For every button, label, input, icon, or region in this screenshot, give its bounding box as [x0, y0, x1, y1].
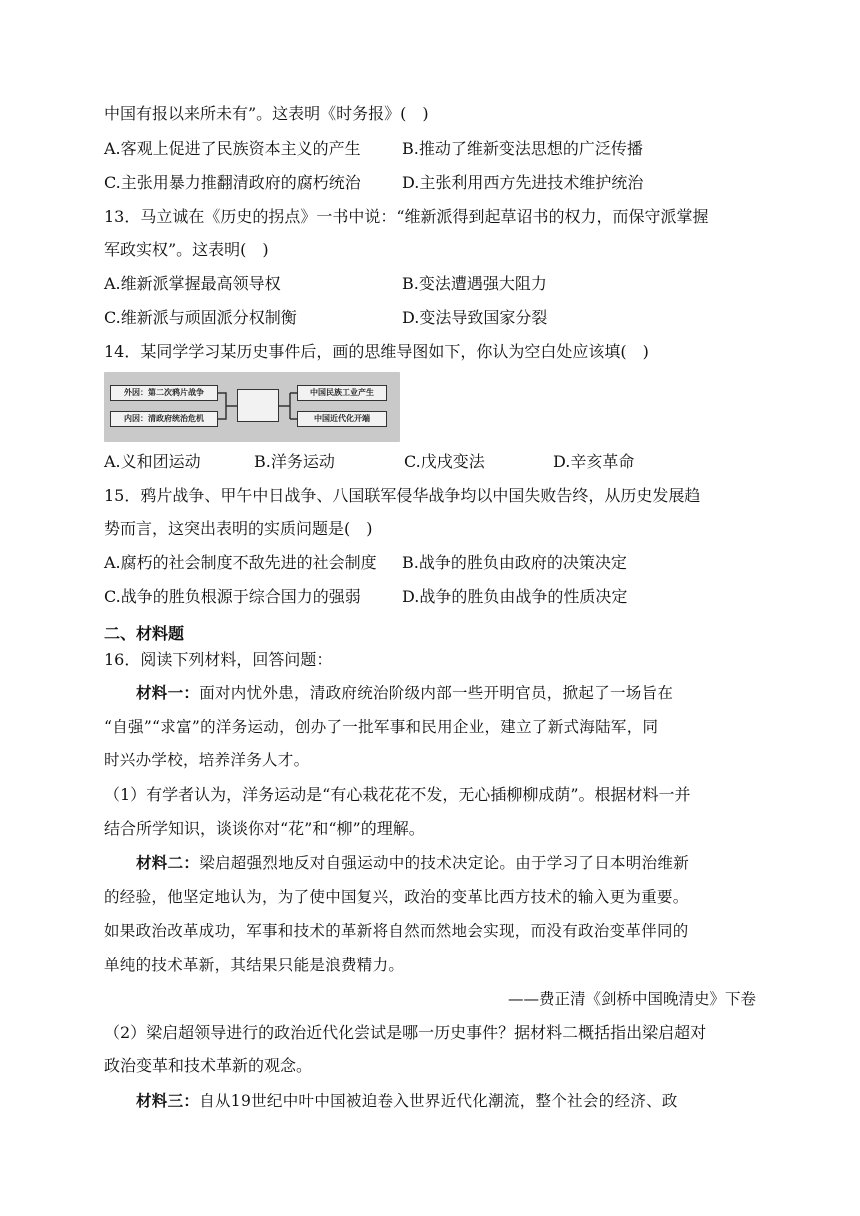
material-3-label: 材料三：: [136, 1091, 200, 1110]
mind-map-box-external-cause: 外因：第二次鸦片战争: [110, 385, 218, 401]
material-2-line-1: [136, 853, 689, 873]
material-1-line-1: [136, 683, 673, 703]
q15-option-d: D.战争的胜负由战争的性质决定: [402, 587, 628, 606]
q15-option-a: A.腐朽的社会制度不敌先进的社会制度: [104, 553, 377, 572]
material-2-line-4: 单纯的技术革新，其结果只能是浪费精力。: [104, 956, 405, 974]
q12-option-c: C.主张用暴力推翻清政府的腐朽统治: [104, 173, 361, 192]
q13-option-b: B.变法遭遇强大阻力: [402, 274, 547, 293]
mind-map-figure: [104, 372, 400, 442]
q15-stem-line-2: 势而言，这突出表明的实质问题是( ): [104, 519, 373, 538]
q12-option-b: B.推动了维新变法思想的广泛传播: [402, 139, 643, 158]
q15-option-b: B.战争的胜负由政府的决策决定: [402, 553, 627, 572]
q14-option-d: D.辛亥革命: [553, 452, 635, 471]
sub-question-2-line-1: （2）梁启超领导进行的政治近代化尝试是哪一历史事件？据材料二概括指出梁启超对: [104, 1023, 707, 1042]
sub-question-2-line-2: 政治变革和技术革新的观念。: [104, 1056, 313, 1075]
q13-option-d: D.变法导致国家分裂: [402, 308, 548, 327]
material-3-line-1: [136, 1091, 678, 1111]
material-1-text-1: 面对内忧外患，清政府统治阶级内部一些开明官员，掀起了一场旨在: [199, 684, 674, 702]
mind-map-blank-box: [237, 389, 279, 422]
section-heading: 二、材料题: [104, 624, 185, 643]
q14-stem: 14．某同学学习某历史事件后，画的思维导图如下，你认为空白处应该填( ): [104, 342, 649, 361]
q16-stem: 16．阅读下列材料，回答问题：: [104, 650, 333, 669]
q13-stem-line-2: 军政实权”。这表明( ): [104, 240, 269, 259]
material-2-text-1: 梁启超强烈地反对自强运动中的技术决定论。由于学习了日本明治维新: [199, 854, 690, 872]
material-3-text-1: 自从19世纪中叶中国被迫卷入世界近代化潮流，整个社会的经济、政: [199, 1092, 678, 1110]
material-2-source: ——费正清《剑桥中国晚清史》下卷: [507, 990, 756, 1008]
sub-question-1-line-1: （1）有学者认为，洋务运动是“有心栽花花不发，无心插柳柳成荫”。根据材料一并: [104, 785, 691, 804]
q15-option-c: C.战争的胜负根源于综合国力的强弱: [104, 587, 361, 606]
q12-option-d: D.主张利用西方先进技术维护统治: [402, 173, 644, 192]
q13-stem-line-1: 13．马立诚在《历史的拐点》一书中说：“维新派得到起草诏书的权力，而保守派掌握: [104, 207, 709, 226]
material-1-line-2: “自强”“求富”的洋务运动，创办了一批军事和民用企业，建立了新式海陆军，同: [104, 718, 659, 736]
q12-option-a: A.客观上促进了民族资本主义的产生: [104, 139, 361, 158]
q15-stem-line-1: 15．鸦片战争、甲午中日战争、八国联军侵华战争均以中国失败告终，从历史发展趋: [104, 486, 701, 505]
q13-option-a: A.维新派掌握最高领导权: [104, 274, 281, 293]
sub-question-1-line-2: 结合所学知识，谈谈你对“花”和“柳”的理解。: [104, 819, 425, 838]
q14-option-c: C.戊戌变法: [404, 452, 485, 471]
q14-option-b: B.洋务运动: [254, 452, 335, 471]
material-1-label: 材料一：: [136, 683, 200, 702]
q13-option-c: C.维新派与顽固派分权制衡: [104, 308, 297, 327]
material-2-label: 材料二：: [136, 853, 200, 872]
material-2-line-3: 如果政治改革成功，军事和技术的革新将自然而然地会实现，而没有政治变革伴同的: [104, 922, 689, 940]
q14-option-a: A.义和团运动: [104, 452, 201, 471]
material-2-line-2: 的经验，他坚定地认为，为了使中国复兴，政治的变革比西方技术的输入更为重要。: [104, 888, 689, 906]
material-1-line-3: 时兴办学校，培养洋务人才。: [104, 751, 310, 769]
mind-map-box-national-industry: 中国民族工业产生: [297, 385, 387, 401]
mind-map-box-internal-cause: 内因：清政府统治危机: [110, 411, 218, 427]
q12-stem-tail: 中国有报以来所未有”。这表明《时务报》( ): [104, 104, 429, 123]
mind-map-box-modernization-start: 中国近代化开端: [297, 411, 387, 427]
